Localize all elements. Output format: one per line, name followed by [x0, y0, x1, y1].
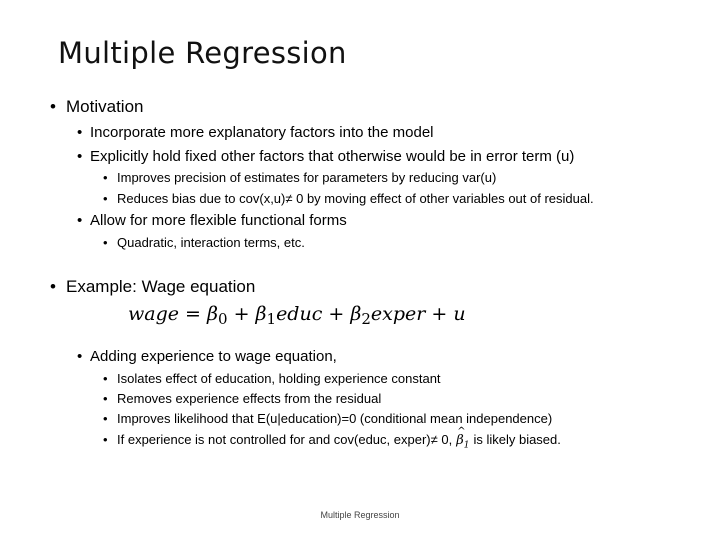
bullet-dot: • [77, 348, 83, 365]
eq-beta2: β [350, 303, 362, 325]
bullet-text: Removes experience effects from the residual [117, 391, 382, 406]
eq-plus: + [227, 303, 256, 325]
bullet-removes [103, 391, 381, 406]
eq-beta0: β [207, 303, 218, 325]
bullet-text-post: is likely biased. [473, 432, 561, 447]
eq-beta0-sub: 0 [217, 310, 228, 328]
bullet-motivation [50, 97, 143, 117]
bullet-dot: • [103, 235, 108, 250]
bullet-text: Reduces bias due to cov(x,u)≠ 0 by moving effect of other variables out of residual. [117, 191, 594, 206]
eq-equals: = [179, 303, 207, 325]
bullet-dot: • [103, 432, 108, 447]
bullet-text: Motivation [66, 97, 144, 116]
eq-beta2-sub: 2 [361, 310, 371, 328]
eq-plus: + [322, 303, 351, 325]
eq-exper: exper [370, 303, 426, 325]
bullet-reduces-bias [103, 191, 594, 206]
slide-footer: Multiple Regression [320, 510, 400, 520]
bullet-not-controlled [103, 426, 561, 451]
bullet-adding [77, 348, 337, 365]
bullet-isolates [103, 371, 441, 386]
eq-lhs: wage [128, 303, 179, 325]
bullet-dot: • [50, 97, 56, 116]
bullet-dot: • [103, 170, 108, 185]
bullet-text: Allow for more flexible functional forms [90, 212, 347, 229]
bullet-quadratic [103, 235, 305, 250]
bullet-text: Example: Wage equation [66, 277, 256, 296]
bullet-text: Explicitly hold fixed other factors that otherwise would be in error term (u) [90, 148, 575, 165]
beta-sub: 1 [463, 440, 470, 451]
eq-beta1: β [255, 303, 267, 325]
bullet-example [50, 277, 255, 297]
bullet-explicitly [77, 148, 574, 165]
hat-accent: ^ [457, 426, 466, 437]
bullet-text: Adding experience to wage equation, [90, 348, 337, 365]
eq-beta1-sub: 1 [266, 310, 277, 328]
eq-educ: educ [276, 303, 323, 325]
bullet-dot: • [50, 277, 56, 296]
bullet-dot: • [103, 411, 108, 426]
bullet-text: Quadratic, interaction terms, etc. [117, 235, 305, 250]
bullet-text: Isolates effect of education, holding experience constant [117, 371, 441, 386]
bullet-dot: • [77, 148, 83, 165]
bullet-text: Incorporate more explanatory factors into the model [90, 124, 434, 141]
bullet-likelihood [103, 411, 552, 426]
bullet-text: Improves precision of estimates for parameters by reducing var(u) [117, 170, 497, 185]
bullet-dot: • [103, 371, 108, 386]
bullet-allow [77, 212, 347, 229]
bullet-dot: • [103, 191, 108, 206]
eq-error: u [453, 303, 466, 325]
eq-plus: + [425, 303, 454, 325]
bullet-incorporate [77, 124, 434, 141]
bullet-text-pre: If experience is not controlled for and cov(educ, exper)≠ 0, [117, 432, 453, 447]
bullet-text: Improves likelihood that E(u|education)=0 (conditional mean independence) [117, 411, 553, 426]
beta1-hat-symbol [456, 426, 470, 451]
slide-title: Multiple Regression [58, 36, 347, 70]
bullet-dot: • [103, 391, 108, 406]
bullet-dot: • [77, 212, 83, 229]
beta-letter: β [456, 433, 464, 448]
bullet-dot: • [77, 124, 83, 141]
bullet-improves-precision [103, 170, 496, 185]
wage-equation [128, 303, 466, 328]
